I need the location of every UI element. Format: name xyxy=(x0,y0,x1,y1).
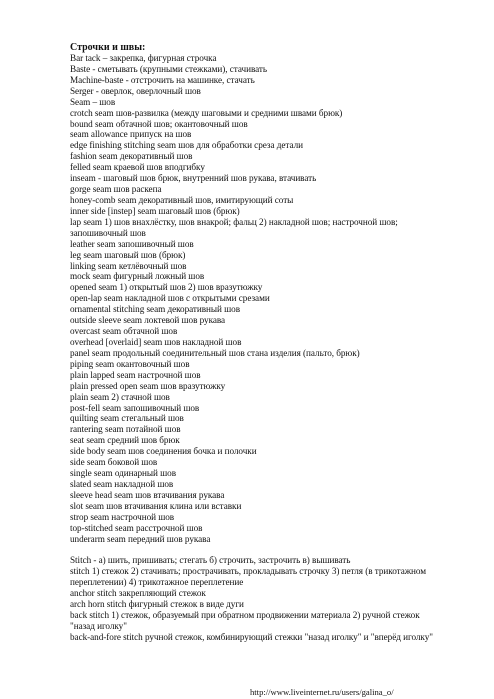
stitch-line: back stitch 1) стежок, образуемый при обратном продвижении материала 2) ручной стежок xyxy=(70,610,420,621)
term-line: side body seam шов соединения бочка и полочки xyxy=(70,446,257,457)
stitch-line: arch horn stitch фигурный стежок в виде дуги xyxy=(70,599,244,610)
term-line: inseam - шаговый шов брюк, внутренний шов рукава, втачивать xyxy=(70,173,317,184)
term-line: leather seam запошивочный шов xyxy=(70,238,194,249)
stitch-line: stitch 1) стежок 2) стачивать; прострачивать, прокладывать строчку 3) петля (в трикотажном xyxy=(70,566,427,577)
term-line: leg seam шаговый шов (брюк) xyxy=(70,249,186,260)
stitch-term-list xyxy=(70,555,480,642)
seam-term-list xyxy=(70,53,480,544)
term-line: crotch seam шов-развилка (между шаговыми и средними швами брюк) xyxy=(70,107,343,118)
term-line: Baste - сметывать (крупными стежками), стачивать xyxy=(70,63,268,74)
term-line: seat seam средний шов брюк xyxy=(70,435,180,446)
term-line: slated seam накладной шов xyxy=(70,478,174,489)
term-line: bound seam обтачной шов; окантовочный шов xyxy=(70,118,248,129)
term-line: post-fell seam запошивочный шов xyxy=(70,402,200,413)
stitch-line: anchor stitch закрепляющий стежок xyxy=(70,588,206,599)
term-line: single seam одинарный шов xyxy=(70,468,176,479)
term-line: plain seam 2) стачной шов xyxy=(70,391,170,402)
term-line: honey-comb seam декоративный шов, имитирующий соты xyxy=(70,194,294,205)
term-line: Serger - оверлок, оверлочный шов xyxy=(70,85,201,96)
document-title: Строчки и швы: xyxy=(70,42,146,53)
term-line: mock seam фигурный ложный шов xyxy=(70,271,205,282)
term-line: Machine-baste - отстрочить на машинке, стачать xyxy=(70,74,255,85)
term-line: felled seam краевой шов вподгибку xyxy=(70,162,205,173)
term-line: inner side [instep] seam шаговый шов (брюк) xyxy=(70,205,240,216)
term-line: top-stitched seam расстрочной шов xyxy=(70,522,203,533)
term-line: piping seam окантовочный шов xyxy=(70,358,190,369)
term-line: lap seam 1) шов внахлёстку, шов внакрой; фальц 2) накладной шов; настрочной шов; xyxy=(70,216,398,227)
term-line: Bar tack – закрепка, фигурная строчка xyxy=(70,53,217,63)
term-line: plain pressed open seam шов вразутюжку xyxy=(70,380,226,391)
term-line: rantering seam потайной шов xyxy=(70,424,181,435)
stitch-line: "назад иголку" xyxy=(70,621,127,632)
section-gap xyxy=(70,544,480,555)
document-body xyxy=(70,42,480,643)
stitch-line: Stitch - а) шить, пришивать; стегать б) строчить, застрочить в) вышивать xyxy=(70,555,351,566)
term-line: fashion seam декоративный шов xyxy=(70,151,193,162)
term-line: edge finishing stitching seam шов для обработки среза детали xyxy=(70,140,303,151)
term-line: sleeve head seam шов втачивания рукава xyxy=(70,489,225,500)
term-line: gorge seam шов раскепа xyxy=(70,184,162,195)
term-line: ornamental stitching seam декоративный шов xyxy=(70,304,240,315)
term-line: plain lapped seam настрочной шов xyxy=(70,369,201,380)
term-line: Seam – шов xyxy=(70,96,116,107)
term-line: seam allowance припуск на шов xyxy=(70,129,192,140)
term-line: outside sleeve seam локтевой шов рукава xyxy=(70,315,226,326)
term-line: panel seam продольный соединительный шов стана изделия (пальто, брюк) xyxy=(70,347,360,358)
source-url: http://www.liveinternet.ru/users/galina_o/ xyxy=(250,687,394,697)
term-line: side seam боковой шов xyxy=(70,457,158,468)
term-line: overhead [overlaid] seam шов накладной шов xyxy=(70,336,242,347)
term-line: open-lap seam накладной шов с открытыми срезами xyxy=(70,293,270,304)
term-line: underarm seam передний шов рукава xyxy=(70,533,211,544)
term-line: quilting seam стегальный шов xyxy=(70,413,184,424)
term-line: запошивочный шов xyxy=(70,227,146,238)
stitch-line: переплетении) 4) трикотажное переплетение xyxy=(70,577,244,588)
term-line: overcast seam обтачной шов xyxy=(70,326,178,337)
term-line: opened seam 1) открытый шов 2) шов вразутюжку xyxy=(70,282,263,293)
stitch-line: back-and-fore stitch ручной стежок, комбинирующий стежки "назад иголку" и "вперёд иголку" xyxy=(70,631,433,642)
term-line: strop seam настрочной шов xyxy=(70,511,175,522)
term-line: slot seam шов втачивания клина или вставки xyxy=(70,500,242,511)
term-line: linking seam кетлёвочный шов xyxy=(70,260,187,271)
